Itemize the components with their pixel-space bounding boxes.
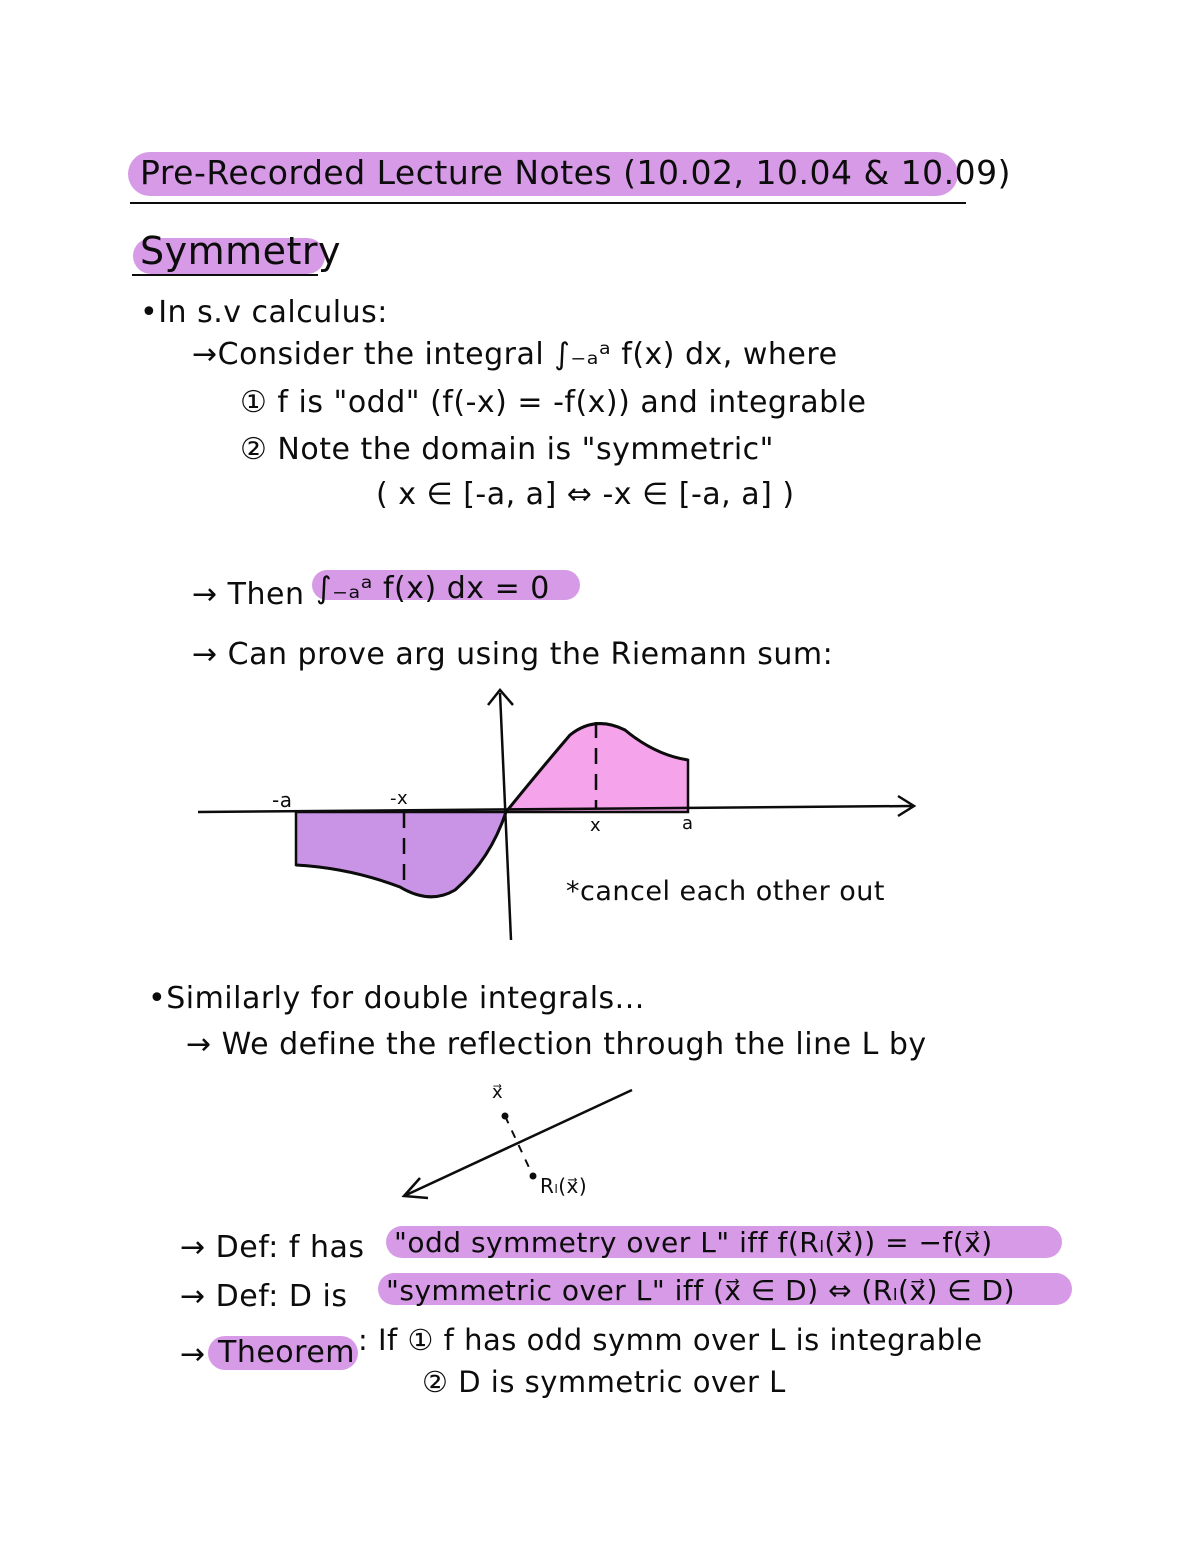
then-prefix: → Then [192,577,305,612]
label-neg-x: -x [390,788,409,809]
def2-prefix: → Def: D is [180,1279,348,1314]
then-result: ∫₋ₐᵃ f(x) dx = 0 [316,571,550,606]
theorem-condition-1: : If ① f has odd symm over L is integrable [358,1323,983,1357]
def1-prefix: → Def: f has [180,1230,365,1265]
point-reflected [530,1173,537,1180]
label-x: x [590,815,602,836]
bullet-sv-calculus: •In s.v calculus: [140,295,388,330]
negative-area [296,812,506,897]
def1-text: "odd symmetry over L" iff f(Rₗ(x⃗)) = −f(x⃗) [394,1226,993,1259]
label-neg-a: -a [272,788,293,812]
domain-equivalence: ( x ∈ [-a, a] ⇔ -x ∈ [-a, a] ) [376,477,795,512]
line-L [404,1090,632,1196]
def2-text: "symmetric over L" iff (x⃗ ∈ D) ⇔ (Rₗ(x⃗) ∈ D) [386,1274,1016,1307]
label-a: a [682,813,694,834]
condition-symmetric-domain: ② Note the domain is "symmetric" [240,432,774,467]
theorem-label: Theorem [218,1335,356,1370]
reflected-label: Rₗ(x⃗) [540,1174,588,1198]
vector-x-label: x⃗ [492,1082,504,1103]
reflection-definition: → We define the reflection through the line L by [186,1027,927,1062]
theorem-condition-2: ② D is symmetric over L [422,1365,786,1399]
condition-odd: ① f is "odd" (f(-x) = -f(x)) and integrable [240,385,867,420]
page-title: Pre-Recorded Lecture Notes (10.02, 10.04 & 10.09) [140,153,1012,192]
consider-line: →Consider the integral ∫₋ₐᵃ f(x) dx, where [192,337,838,372]
section-heading: Symmetry [140,229,342,273]
point-x [502,1113,509,1120]
theorem-arrow: → [180,1337,206,1372]
cancel-annotation: *cancel each other out [566,876,885,907]
bullet-double-integrals: •Similarly for double integrals... [148,981,645,1016]
riemann-line: → Can prove arg using the Riemann sum: [192,637,834,672]
